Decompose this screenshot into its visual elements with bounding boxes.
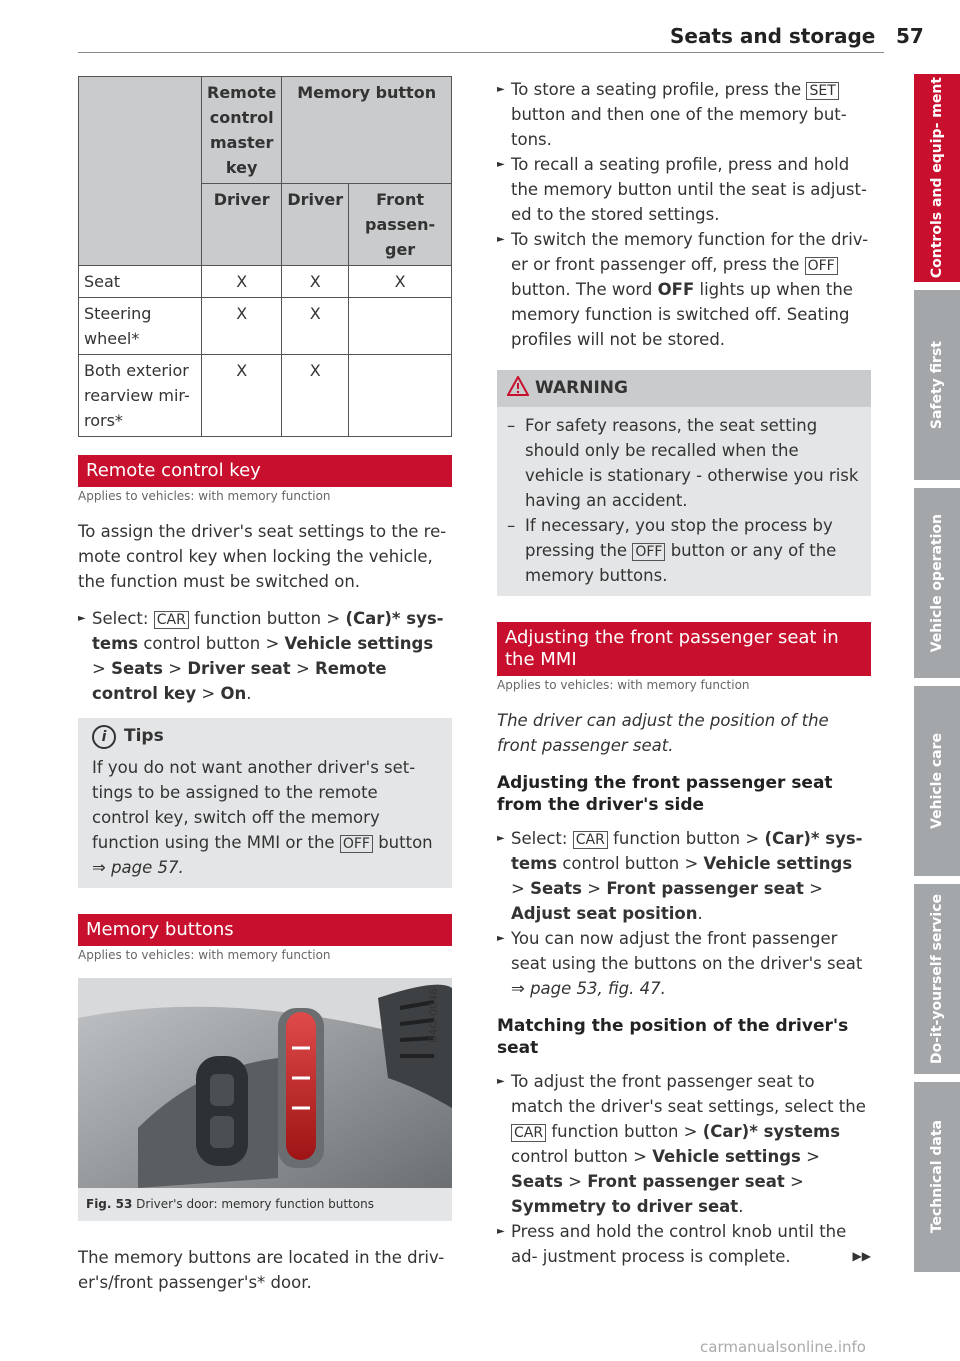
step-text: function button >: [194, 609, 341, 628]
page-reference-link[interactable]: ⇒ page 57.: [92, 858, 184, 877]
table-cell: [349, 355, 452, 437]
chapter-tab-label: Safety first: [928, 340, 945, 430]
table-cell: X: [202, 355, 282, 437]
car-key: CAR: [154, 611, 189, 629]
remote-key-paragraph: To assign the driver's seat settings to the re- mote control key when locking the vehicle, the function must be switched on.: [78, 522, 447, 591]
menu-path: Seats: [530, 879, 582, 898]
table-cell: X: [349, 266, 452, 298]
symmetry-step: [497, 1069, 871, 1219]
separator: >: [790, 1172, 804, 1191]
separator: >: [809, 879, 823, 898]
chapter-tab-technical[interactable]: [914, 1082, 960, 1272]
step-text: button and then one of the memory but- tons.: [511, 105, 847, 149]
table-corner: [79, 77, 202, 266]
step-text: Press and hold the control knob until the ad- justment process is complete.: [511, 1222, 847, 1266]
chapter-tab-label: Do-it-yourself service: [928, 893, 945, 1064]
menu-path: Adjust seat position: [511, 904, 698, 923]
warning-icon: [507, 376, 529, 396]
car-key: CAR: [511, 1124, 546, 1142]
table-subheader-front: Front passen- ger: [349, 184, 452, 266]
figure-code: B4G-0046: [427, 988, 440, 1044]
chapter-tab-care[interactable]: [914, 686, 960, 876]
step-text: To adjust the front passenger seat to match the driver's seat settings, select the: [511, 1072, 866, 1116]
chapter-tab-label: Controls and equip- ment: [928, 77, 945, 279]
store-profile-step: [497, 77, 871, 152]
off-key: OFF: [340, 835, 373, 853]
separator: >: [201, 684, 216, 703]
header-rule: [78, 52, 884, 53]
applies-note: Applies to vehicles: with memory function: [78, 948, 331, 962]
step-text: Select:: [511, 829, 568, 848]
chapter-tab-controls[interactable]: [914, 74, 960, 282]
step-text: control button >: [562, 854, 699, 873]
table-cell: [349, 298, 452, 355]
tips-body: If you do not want another driver's set- tings to be assigned to the remote control key, switch off the memory function using the MMI or the: [92, 758, 416, 852]
remote-key-step: [78, 606, 452, 706]
table-subheader-driver: Driver: [202, 184, 282, 266]
intro-paragraph: The driver can adjust the position of the front passenger seat.: [497, 711, 829, 755]
car-key: CAR: [573, 831, 608, 849]
off-key: OFF: [805, 257, 838, 275]
table-row: [79, 266, 452, 298]
adjust-with-buttons-step: [497, 926, 871, 1001]
separator: >: [806, 1147, 820, 1166]
separator: >: [568, 1172, 582, 1191]
step-text: .: [697, 904, 703, 923]
continue-arrow-icon: ▶▶: [852, 1249, 871, 1263]
chapter-tab-safety[interactable]: [914, 290, 960, 480]
warning-title: WARNING: [535, 378, 628, 398]
menu-path: Front passenger seat: [606, 879, 804, 898]
applies-note: Applies to vehicles: with memory function: [497, 678, 750, 692]
warning-item: – For safety reasons, the seat setting should only be recalled when the vehicle is stationary - otherwise you risk having an accident.: [507, 413, 861, 513]
tips-box: [78, 718, 452, 888]
watermark: carmanualsonline.info: [700, 1338, 866, 1356]
set-key: SET: [806, 82, 838, 100]
page-number: 57: [896, 24, 924, 48]
memory-options-table: [78, 76, 452, 437]
section-title-memory-buttons: Memory buttons: [78, 914, 452, 946]
subheading-matching-position: Matching the position of the driver's seat: [497, 1016, 849, 1058]
section-title-remote-key: Remote control key: [78, 455, 452, 487]
table-subheader-driver-2: Driver: [282, 184, 349, 266]
warning-item: [507, 513, 861, 588]
chapter-tabs: [914, 74, 960, 1280]
table-row: [79, 298, 452, 355]
section-title-adjust-passenger-seat: Adjusting the front passenger seat in the MMI: [497, 622, 871, 676]
step-text: function button >: [613, 829, 760, 848]
menu-path: Seats: [111, 659, 163, 678]
step-text: function button >: [551, 1122, 698, 1141]
step-text: To store a seating profile, press the: [511, 80, 802, 99]
menu-path: (Car)* sys- tems: [511, 829, 863, 873]
step-text: lights up when the memory function is switched off. Seating profiles will not be stored.: [511, 280, 853, 349]
off-key: OFF: [632, 543, 665, 561]
menu-path: Vehicle settings: [652, 1147, 801, 1166]
warning-text: If necessary, you stop the process by pressing the: [525, 516, 833, 560]
figure-caption: [78, 1188, 452, 1221]
table-header-memory: Memory button: [282, 77, 452, 184]
table-cell: X: [282, 298, 349, 355]
warning-box: [497, 370, 871, 596]
menu-path: On: [220, 684, 247, 703]
separator: >: [511, 879, 525, 898]
select-passenger-seat-step: [497, 826, 871, 926]
menu-path: (Car)* sys- tems: [92, 609, 444, 653]
menu-path: Front passenger seat: [587, 1172, 785, 1191]
table-cell: Seat: [79, 266, 202, 298]
menu-path: Remote control key: [92, 659, 387, 703]
chapter-tab-label: Vehicle care: [928, 733, 945, 829]
step-text: You can now adjust the front passenger seat using the buttons on the driver's seat: [511, 929, 863, 973]
recall-profile-step: ► To recall a seating profile, press and hold the memory button until the seat is adjust- ed to the stored settings.: [497, 152, 871, 227]
warning-header: [497, 370, 871, 407]
menu-path: Driver seat: [187, 659, 291, 678]
figure-caption-text: Driver's door: memory function buttons: [136, 1197, 374, 1211]
menu-path: (Car)* systems: [702, 1122, 841, 1141]
figure-number: Fig. 53: [86, 1197, 133, 1211]
chapter-tab-label: Vehicle operation: [928, 513, 945, 653]
step-text: control button >: [511, 1147, 647, 1166]
tips-text: [92, 755, 438, 880]
menu-path: Vehicle settings: [703, 854, 853, 873]
table-row: [79, 355, 452, 437]
separator: >: [92, 659, 106, 678]
memory-buttons-paragraph: The memory buttons are located in the driv- er's/front passenger's* door.: [78, 1248, 445, 1292]
subheading-adjust-from-driver: Adjusting the front passenger seat from the driver's side: [497, 773, 833, 815]
step-text: To switch the memory function for the driv- er or front passenger off, press the: [511, 230, 869, 274]
step-text: control button >: [143, 634, 280, 653]
right-column: [497, 77, 871, 1269]
table-cell: Both exterior rearview mir- rors*: [79, 355, 202, 437]
press-knob-step: [497, 1219, 871, 1269]
tips-title: Tips: [124, 726, 164, 746]
step-bold: OFF: [657, 280, 695, 299]
step-text: .: [738, 1197, 744, 1216]
door-memory-buttons-figure: [78, 978, 452, 1188]
table-cell: X: [202, 298, 282, 355]
switch-off-step: [497, 227, 871, 352]
warning-body: [497, 407, 871, 588]
door-illustration: [78, 978, 452, 1188]
step-text: Select:: [92, 609, 149, 628]
warning-text: button or any of the memory buttons.: [525, 541, 837, 585]
table-header-remote: Remote control master key: [202, 77, 282, 184]
chapter-tab-label: Technical data: [928, 1120, 945, 1234]
menu-path: Seats: [511, 1172, 563, 1191]
table-cell: X: [282, 266, 349, 298]
step-text: button. The word: [511, 280, 653, 299]
separator: >: [168, 659, 183, 678]
menu-path: Symmetry to driver seat: [511, 1197, 739, 1216]
table-cell: X: [202, 266, 282, 298]
chapter-tab-operation[interactable]: [914, 488, 960, 678]
chapter-tab-diy[interactable]: [914, 884, 960, 1074]
menu-path: Vehicle settings: [284, 634, 434, 653]
step-text: .: [246, 684, 252, 703]
tips-body: button: [378, 833, 433, 852]
page-header-title: Seats and storage: [670, 24, 876, 48]
left-column: [78, 455, 452, 1307]
table-cell: X: [282, 355, 349, 437]
separator: >: [587, 879, 602, 898]
table-cell: Steering wheel*: [79, 298, 202, 355]
separator: >: [295, 659, 310, 678]
info-icon: i: [92, 725, 116, 749]
applies-note: Applies to vehicles: with memory function: [78, 489, 331, 503]
page-reference-link[interactable]: ⇒ page 53, fig. 47.: [511, 979, 666, 998]
